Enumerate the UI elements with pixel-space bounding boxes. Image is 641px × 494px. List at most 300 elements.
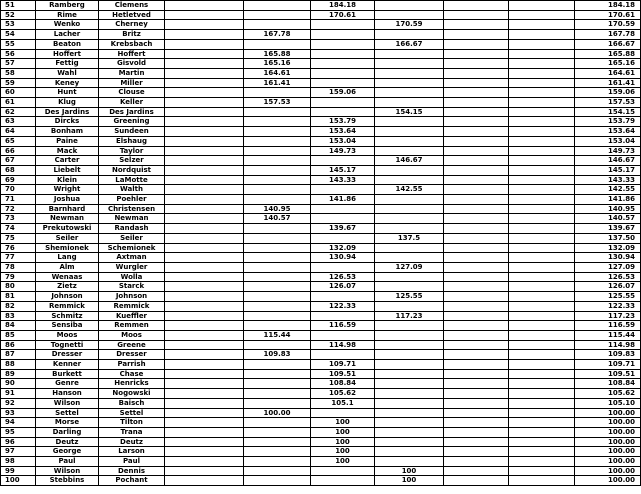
score-col-5-cell [444, 437, 509, 447]
last-name-cell: Krebsbach [99, 39, 165, 49]
total-cell: 170.61 [575, 10, 641, 20]
table-row [1, 204, 641, 214]
last-name-cell: Baisch [99, 398, 165, 408]
score-col-6-cell [509, 98, 575, 108]
total-cell: 100.00 [575, 418, 641, 428]
total-cell: 141.86 [575, 195, 641, 205]
total-cell: 109.71 [575, 360, 641, 370]
score-col-1-cell [165, 321, 244, 331]
first-name-cell: Des Jardins [36, 107, 99, 117]
table-row [1, 437, 641, 447]
first-name-cell: Wright [36, 185, 99, 195]
last-name-cell: Clouse [99, 88, 165, 98]
score-col-4-cell [375, 272, 444, 282]
score-col-1-cell [165, 204, 244, 214]
rank-cell: 76 [1, 243, 36, 253]
score-col-2-cell: 157.53 [244, 98, 311, 108]
score-col-3-cell: 184.18 [311, 1, 375, 11]
first-name-cell: Morse [36, 418, 99, 428]
last-name-cell: Chase [99, 369, 165, 379]
score-col-1-cell [165, 1, 244, 11]
table-row [1, 360, 641, 370]
score-col-4-cell: 142.55 [375, 185, 444, 195]
score-col-6-cell [509, 214, 575, 224]
total-cell: 127.09 [575, 262, 641, 272]
score-col-6-cell [509, 165, 575, 175]
total-cell: 116.59 [575, 321, 641, 331]
table-row [1, 301, 641, 311]
score-col-2-cell [244, 20, 311, 30]
rank-cell: 69 [1, 175, 36, 185]
score-col-3-cell: 122.33 [311, 301, 375, 311]
first-name-cell: Hoffert [36, 49, 99, 59]
last-name-cell: Kueffler [99, 311, 165, 321]
total-cell: 184.18 [575, 1, 641, 11]
score-col-1-cell [165, 427, 244, 437]
score-col-2-cell [244, 340, 311, 350]
score-col-4-cell: 117.23 [375, 311, 444, 321]
score-col-2-cell [244, 253, 311, 263]
last-name-cell: Britz [99, 30, 165, 40]
table-row [1, 88, 641, 98]
rank-cell: 51 [1, 1, 36, 11]
score-col-6-cell [509, 350, 575, 360]
rank-cell: 90 [1, 379, 36, 389]
score-col-1-cell [165, 253, 244, 263]
rank-cell: 61 [1, 98, 36, 108]
total-cell: 100.00 [575, 466, 641, 476]
score-col-3-cell [311, 185, 375, 195]
score-col-1-cell [165, 369, 244, 379]
table-row [1, 30, 641, 40]
last-name-cell: Cherney [99, 20, 165, 30]
score-col-6-cell [509, 30, 575, 40]
score-col-4-cell [375, 127, 444, 137]
score-col-6-cell [509, 418, 575, 428]
score-col-5-cell [444, 466, 509, 476]
score-col-6-cell [509, 379, 575, 389]
last-name-cell: Larson [99, 447, 165, 457]
last-name-cell: Miller [99, 78, 165, 88]
last-name-cell: Christensen [99, 204, 165, 214]
score-col-6-cell [509, 389, 575, 399]
first-name-cell: Moos [36, 330, 99, 340]
last-name-cell: Clemens [99, 1, 165, 11]
last-name-cell: Poehler [99, 195, 165, 205]
score-col-2-cell [244, 360, 311, 370]
score-col-2-cell [244, 437, 311, 447]
table-row [1, 457, 641, 467]
score-col-2-cell [244, 466, 311, 476]
score-col-3-cell: 141.86 [311, 195, 375, 205]
score-col-4-cell: 170.59 [375, 20, 444, 30]
score-col-1-cell [165, 243, 244, 253]
first-name-cell: Prekutowski [36, 224, 99, 234]
score-col-2-cell: 109.83 [244, 350, 311, 360]
score-col-6-cell [509, 136, 575, 146]
score-col-1-cell [165, 233, 244, 243]
rank-cell: 96 [1, 437, 36, 447]
score-col-5-cell [444, 185, 509, 195]
score-col-1-cell [165, 49, 244, 59]
score-col-3-cell [311, 350, 375, 360]
rank-cell: 57 [1, 59, 36, 69]
score-col-1-cell [165, 78, 244, 88]
score-col-1-cell [165, 224, 244, 234]
total-cell: 143.33 [575, 175, 641, 185]
total-cell: 115.44 [575, 330, 641, 340]
score-col-1-cell [165, 466, 244, 476]
rank-cell: 87 [1, 350, 36, 360]
score-col-3-cell: 143.33 [311, 175, 375, 185]
score-col-4-cell [375, 1, 444, 11]
table-row [1, 146, 641, 156]
table-row [1, 389, 641, 399]
rank-cell: 72 [1, 204, 36, 214]
score-col-1-cell [165, 117, 244, 127]
score-col-2-cell: 165.16 [244, 59, 311, 69]
rank-cell: 88 [1, 360, 36, 370]
table-row [1, 20, 641, 30]
first-name-cell: Seiler [36, 233, 99, 243]
score-col-3-cell: 153.79 [311, 117, 375, 127]
score-col-4-cell: 137.5 [375, 233, 444, 243]
total-cell: 154.15 [575, 107, 641, 117]
total-cell: 146.67 [575, 156, 641, 166]
score-col-2-cell [244, 321, 311, 331]
last-name-cell: Elshaug [99, 136, 165, 146]
score-col-4-cell [375, 98, 444, 108]
rank-cell: 54 [1, 30, 36, 40]
score-col-6-cell [509, 408, 575, 418]
table-row [1, 321, 641, 331]
rank-cell: 68 [1, 165, 36, 175]
last-name-cell: Taylor [99, 146, 165, 156]
score-col-1-cell [165, 379, 244, 389]
score-col-4-cell [375, 389, 444, 399]
score-col-3-cell: 109.51 [311, 369, 375, 379]
table-row [1, 185, 641, 195]
score-col-6-cell [509, 224, 575, 234]
score-col-6-cell [509, 243, 575, 253]
total-cell: 114.98 [575, 340, 641, 350]
last-name-cell: Dresser [99, 350, 165, 360]
score-col-6-cell [509, 360, 575, 370]
first-name-cell: Settel [36, 408, 99, 418]
score-col-6-cell [509, 146, 575, 156]
score-col-3-cell: 109.71 [311, 360, 375, 370]
total-cell: 165.88 [575, 49, 641, 59]
score-col-4-cell: 154.15 [375, 107, 444, 117]
score-col-5-cell [444, 360, 509, 370]
score-col-3-cell [311, 49, 375, 59]
score-col-4-cell: 125.55 [375, 292, 444, 302]
score-col-6-cell [509, 175, 575, 185]
rank-cell: 79 [1, 272, 36, 282]
first-name-cell: Dircks [36, 117, 99, 127]
last-name-cell: Hoffert [99, 49, 165, 59]
score-col-6-cell [509, 321, 575, 331]
first-name-cell: Lacher [36, 30, 99, 40]
total-cell: 130.94 [575, 253, 641, 263]
score-col-5-cell [444, 175, 509, 185]
total-cell: 153.79 [575, 117, 641, 127]
score-col-1-cell [165, 282, 244, 292]
score-col-2-cell: 167.78 [244, 30, 311, 40]
score-col-2-cell [244, 88, 311, 98]
score-col-2-cell [244, 398, 311, 408]
table-row [1, 243, 641, 253]
score-col-1-cell [165, 39, 244, 49]
score-col-2-cell: 140.57 [244, 214, 311, 224]
total-cell: 166.67 [575, 39, 641, 49]
first-name-cell: Tognetti [36, 340, 99, 350]
last-name-cell: Seiler [99, 233, 165, 243]
score-col-2-cell: 161.41 [244, 78, 311, 88]
table-row [1, 107, 641, 117]
score-col-6-cell [509, 476, 575, 486]
score-col-1-cell [165, 292, 244, 302]
score-col-6-cell [509, 59, 575, 69]
last-name-cell: Tilton [99, 418, 165, 428]
score-col-6-cell [509, 311, 575, 321]
score-col-2-cell [244, 185, 311, 195]
first-name-cell: Barnhard [36, 204, 99, 214]
score-col-6-cell [509, 330, 575, 340]
score-col-5-cell [444, 156, 509, 166]
score-col-2-cell [244, 389, 311, 399]
rank-cell: 64 [1, 127, 36, 137]
table-row [1, 10, 641, 20]
score-col-4-cell [375, 117, 444, 127]
total-cell: 122.33 [575, 301, 641, 311]
table-row [1, 39, 641, 49]
score-col-5-cell [444, 253, 509, 263]
score-col-6-cell [509, 49, 575, 59]
score-col-6-cell [509, 369, 575, 379]
total-cell: 145.17 [575, 165, 641, 175]
total-cell: 149.73 [575, 146, 641, 156]
table-row [1, 292, 641, 302]
score-col-1-cell [165, 59, 244, 69]
score-col-5-cell [444, 476, 509, 486]
score-col-6-cell [509, 10, 575, 20]
score-col-2-cell: 165.88 [244, 49, 311, 59]
score-col-4-cell: 146.67 [375, 156, 444, 166]
first-name-cell: Paul [36, 457, 99, 467]
last-name-cell: Pochant [99, 476, 165, 486]
score-col-4-cell [375, 418, 444, 428]
score-col-4-cell [375, 330, 444, 340]
score-col-1-cell [165, 389, 244, 399]
total-cell: 167.78 [575, 30, 641, 40]
last-name-cell: Wurgler [99, 262, 165, 272]
rank-cell: 74 [1, 224, 36, 234]
score-col-1-cell [165, 30, 244, 40]
score-col-3-cell [311, 39, 375, 49]
score-col-5-cell [444, 117, 509, 127]
score-col-2-cell [244, 127, 311, 137]
score-col-3-cell: 149.73 [311, 146, 375, 156]
rank-cell: 84 [1, 321, 36, 331]
last-name-cell: Johnson [99, 292, 165, 302]
total-cell: 100.00 [575, 437, 641, 447]
total-cell: 139.67 [575, 224, 641, 234]
score-col-1-cell [165, 68, 244, 78]
score-col-3-cell [311, 262, 375, 272]
score-col-6-cell [509, 466, 575, 476]
score-col-3-cell: 100 [311, 457, 375, 467]
score-col-3-cell [311, 204, 375, 214]
score-col-1-cell [165, 340, 244, 350]
first-name-cell: Newman [36, 214, 99, 224]
score-col-3-cell [311, 214, 375, 224]
first-name-cell: Sensiba [36, 321, 99, 331]
score-col-5-cell [444, 1, 509, 11]
score-col-4-cell [375, 88, 444, 98]
score-col-4-cell [375, 165, 444, 175]
score-col-5-cell [444, 165, 509, 175]
score-col-6-cell [509, 272, 575, 282]
table-row [1, 476, 641, 486]
first-name-cell: Mack [36, 146, 99, 156]
score-col-5-cell [444, 292, 509, 302]
score-col-2-cell [244, 10, 311, 20]
score-col-4-cell [375, 301, 444, 311]
score-col-2-cell [244, 427, 311, 437]
table-row [1, 127, 641, 137]
rank-cell: 91 [1, 389, 36, 399]
score-col-2-cell [244, 175, 311, 185]
rank-cell: 60 [1, 88, 36, 98]
rank-cell: 97 [1, 447, 36, 457]
score-col-4-cell [375, 146, 444, 156]
first-name-cell: Kenner [36, 360, 99, 370]
total-cell: 125.55 [575, 292, 641, 302]
score-col-6-cell [509, 233, 575, 243]
score-col-3-cell [311, 408, 375, 418]
table-row [1, 330, 641, 340]
score-col-5-cell [444, 20, 509, 30]
total-cell: 100.00 [575, 457, 641, 467]
score-col-3-cell [311, 476, 375, 486]
score-col-1-cell [165, 146, 244, 156]
score-col-5-cell [444, 88, 509, 98]
score-col-1-cell [165, 165, 244, 175]
score-col-1-cell [165, 330, 244, 340]
rank-cell: 93 [1, 408, 36, 418]
rank-cell: 62 [1, 107, 36, 117]
score-col-6-cell [509, 447, 575, 457]
table-row [1, 379, 641, 389]
table-row [1, 156, 641, 166]
score-col-6-cell [509, 127, 575, 137]
total-cell: 140.95 [575, 204, 641, 214]
total-cell: 117.23 [575, 311, 641, 321]
score-col-5-cell [444, 243, 509, 253]
score-col-6-cell [509, 437, 575, 447]
score-col-3-cell: 159.06 [311, 88, 375, 98]
score-col-1-cell [165, 418, 244, 428]
rank-cell: 65 [1, 136, 36, 146]
table-row [1, 272, 641, 282]
score-col-3-cell: 116.59 [311, 321, 375, 331]
table-body [1, 1, 641, 486]
score-col-5-cell [444, 233, 509, 243]
score-col-6-cell [509, 340, 575, 350]
score-col-5-cell [444, 78, 509, 88]
score-col-1-cell [165, 447, 244, 457]
score-col-1-cell [165, 88, 244, 98]
first-name-cell: Schmitz [36, 311, 99, 321]
score-col-5-cell [444, 408, 509, 418]
score-col-3-cell [311, 311, 375, 321]
last-name-cell: Keller [99, 98, 165, 108]
table-row [1, 59, 641, 69]
rank-cell: 73 [1, 214, 36, 224]
score-col-4-cell [375, 360, 444, 370]
last-name-cell: Remmen [99, 321, 165, 331]
score-col-3-cell [311, 156, 375, 166]
first-name-cell: Stebbins [36, 476, 99, 486]
rank-cell: 56 [1, 49, 36, 59]
score-col-2-cell [244, 369, 311, 379]
score-col-5-cell [444, 369, 509, 379]
score-col-4-cell: 100 [375, 466, 444, 476]
score-col-5-cell [444, 262, 509, 272]
total-cell: 100.00 [575, 427, 641, 437]
score-col-4-cell: 100 [375, 476, 444, 486]
score-col-1-cell [165, 127, 244, 137]
score-col-5-cell [444, 330, 509, 340]
score-col-2-cell [244, 379, 311, 389]
last-name-cell: Martin [99, 68, 165, 78]
score-col-4-cell [375, 59, 444, 69]
score-col-4-cell [375, 49, 444, 59]
score-col-4-cell [375, 78, 444, 88]
table-row [1, 136, 641, 146]
score-col-4-cell [375, 253, 444, 263]
score-col-6-cell [509, 457, 575, 467]
score-col-1-cell [165, 185, 244, 195]
score-col-6-cell [509, 185, 575, 195]
score-col-2-cell [244, 282, 311, 292]
last-name-cell: Wolla [99, 272, 165, 282]
score-col-5-cell [444, 350, 509, 360]
score-col-1-cell [165, 214, 244, 224]
score-col-5-cell [444, 389, 509, 399]
score-col-1-cell [165, 476, 244, 486]
score-col-3-cell: 100 [311, 437, 375, 447]
first-name-cell: Johnson [36, 292, 99, 302]
rank-cell: 71 [1, 195, 36, 205]
rank-cell: 55 [1, 39, 36, 49]
score-col-5-cell [444, 146, 509, 156]
last-name-cell: LaMotte [99, 175, 165, 185]
score-col-2-cell [244, 156, 311, 166]
score-col-2-cell [244, 195, 311, 205]
rank-cell: 75 [1, 233, 36, 243]
last-name-cell: Parrish [99, 360, 165, 370]
total-cell: 109.51 [575, 369, 641, 379]
rank-cell: 99 [1, 466, 36, 476]
last-name-cell: Selzer [99, 156, 165, 166]
first-name-cell: Deutz [36, 437, 99, 447]
last-name-cell: Remmick [99, 301, 165, 311]
score-col-4-cell [375, 136, 444, 146]
score-col-4-cell [375, 457, 444, 467]
score-col-5-cell [444, 398, 509, 408]
